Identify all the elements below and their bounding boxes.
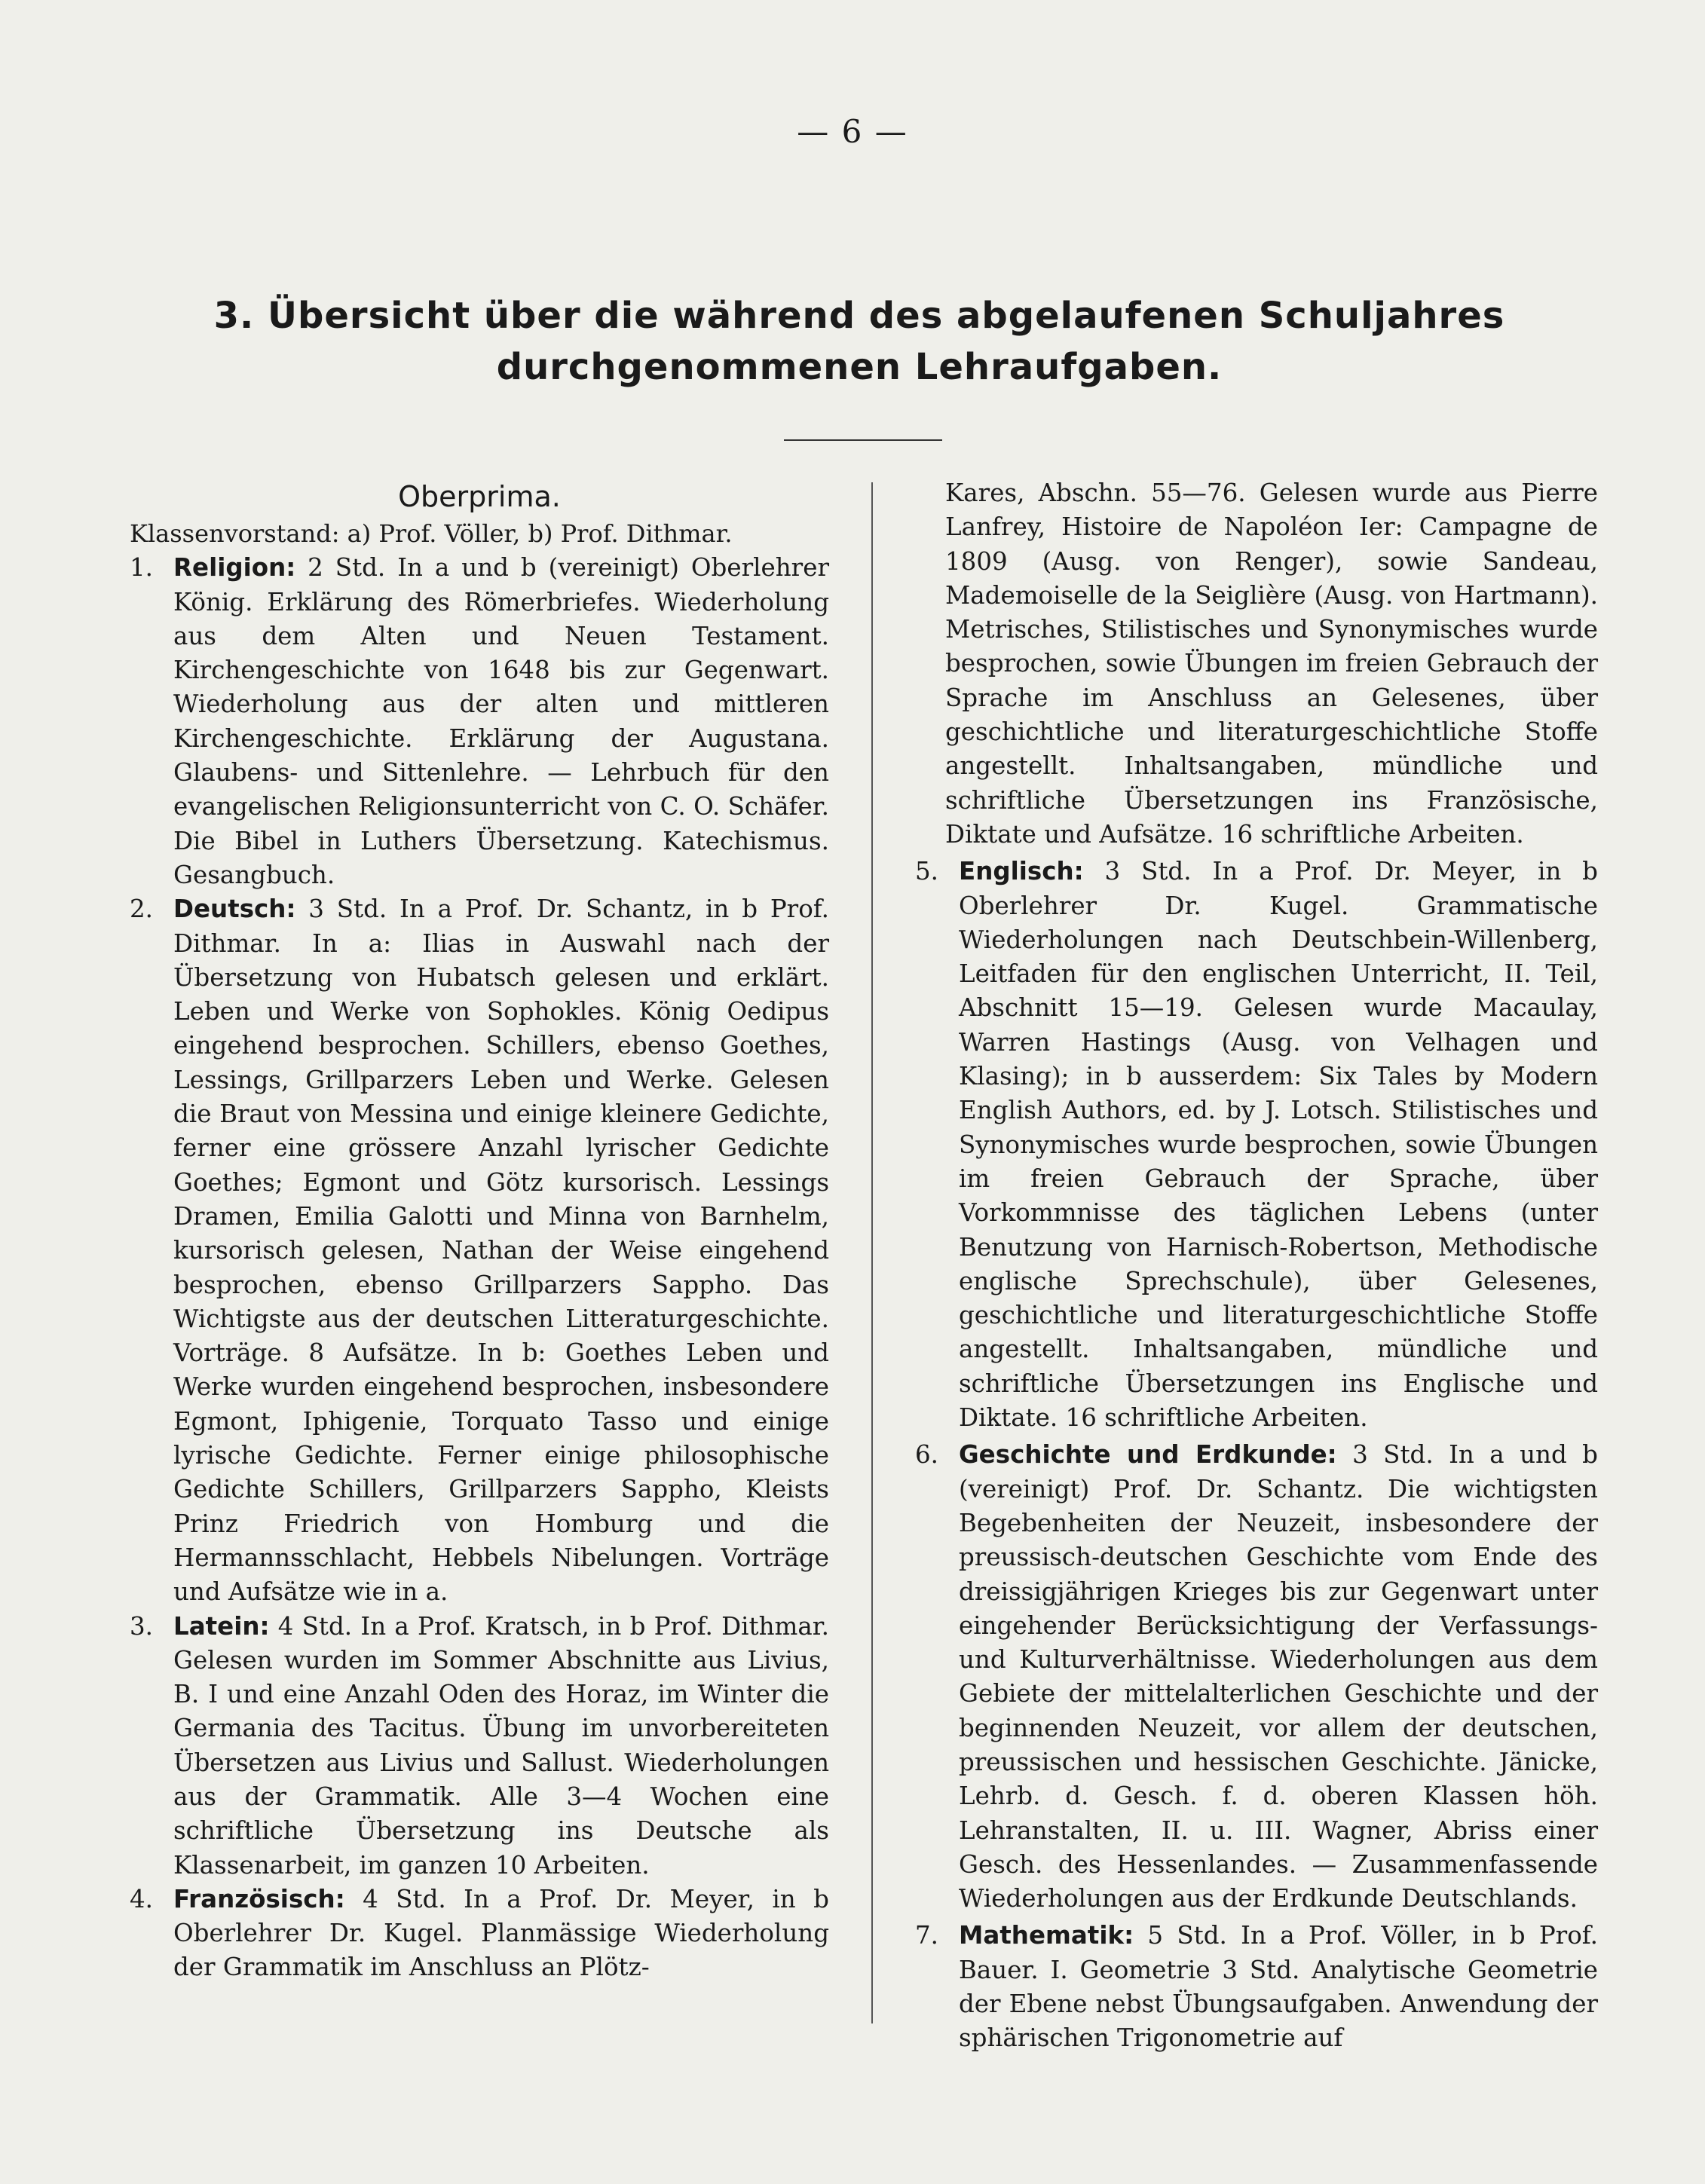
heading-rule <box>784 439 942 441</box>
subject-item-deutsch <box>130 892 829 1609</box>
section-title: Oberprima. <box>398 480 561 513</box>
subject-item-englisch <box>915 855 1598 1435</box>
left-column <box>130 476 829 1985</box>
item-number: 3. <box>130 1611 154 1641</box>
class-teacher: Klassenvorstand: a) Prof. Völler, b) Prof. Dithmar. <box>130 519 733 548</box>
subject-name: Mathematik: <box>959 1921 1134 1950</box>
subject-text: 4 Std. In a Prof. Kratsch, in b Prof. Dithmar. Gelesen wurden im Sommer Abschnitte aus Livius, B. I und eine Anzahl Oden des Horaz, im Winter die Germania des Tacitus. Übung im unvorbereiteten Übersetzen aus Livius und Sallust. Wiederholungen aus der Grammatik. Alle 3—4 Wochen eine schriftliche Übersetzung ins Deutsche als Klassenarbeit, im ganzen 10 Arbeiten. <box>173 1611 829 1880</box>
subject-item-franzoesisch <box>130 1883 829 1985</box>
page-heading <box>151 290 1568 393</box>
subject-text: 4 Std. In a Prof. Dr. Meyer, in b Oberlehrer Dr. Kugel. Planmässige Wiederholung der Grammatik im Anschluss an Plötz- <box>173 1884 829 1982</box>
item-number: 2. <box>130 895 154 924</box>
subject-text: 3 Std. In a Prof. Dr. Meyer, in b Oberlehrer Dr. Kugel. Grammatische Wiederholungen nach Deutschbein-Willenberg, Leitfaden für den englischen Unterricht, II. Teil, Abschnitt 15—19. Gelesen wurde Macaulay, Warren Hastings (Ausg. von Velhagen und Klasing); in b ausserdem: Six Tales by Modern English Authors, ed. by J. Lotsch. Stilistisches und Synonymisches wurde besprochen, sowie Übungen im freien Gebrauch der Sprache, über Vorkommnisse des täglichen Lebens (unter Benutzung von Harnisch-Robertson, Methodische englische Sprechschule), über Gelesenes, geschichtliche und literaturgeschichtliche Stoffe angestellt. Inhaltsangaben, mündliche und schriftliche Übersetzungen ins Englische und Diktate. 16 schriftliche Arbeiten. <box>959 857 1598 1433</box>
subject-name: Geschichte und Erdkunde: <box>959 1440 1337 1470</box>
column-divider <box>871 482 873 2023</box>
subject-item-geschichte <box>915 1438 1598 1916</box>
item-number: 7. <box>915 1921 939 1950</box>
subject-name: Englisch: <box>959 857 1084 886</box>
subject-text: 3 Std. In a und b (vereinigt) Prof. Dr. Schantz. Die wichtigsten Begebenheiten der Neuzeit, insbesondere der preussisch-deutschen Geschichte vom Ende des dreissigjährigen Krieges bis zur Gegenwart unter eingehender Berücksichtigung der Verfassungs- und Kulturverhältnisse. Wiederholungen aus dem Gebiete der mittelalterlichen Geschichte und der beginnenden Neuzeit, vor allem der deutschen, preussischen und hessischen Geschichte. Jänicke, Lehrb. d. Gesch. f. d. oberen Klassen höh. Lehranstalten, II. u. III. Wagner, Abriss einer Gesch. des Hessenlandes. — Zusammenfassende Wiederholungen aus der Erdkunde Deutschlands. <box>959 1440 1598 1913</box>
item-number: 1. <box>130 553 154 583</box>
page-number: — 6 — <box>797 113 908 150</box>
subject-item-mathematik <box>915 1919 1598 2055</box>
subject-item-religion <box>130 551 829 892</box>
subject-name: Religion: <box>173 553 296 583</box>
heading-line-2: durchgenommenen Lehraufgaben. <box>496 346 1223 388</box>
subject-name: Französisch: <box>173 1884 345 1913</box>
subject-text: 5 Std. In a Prof. Völler, in b Prof. Bauer. I. Geometrie 3 Std. Analytische Geometrie der Ebene nebst Übungsaufgaben. Anwendung der sphärischen Trigonometrie auf <box>959 1921 1598 2053</box>
item-number: 5. <box>915 857 939 886</box>
heading-line-1: 3. Übersicht über die während des abgelaufenen Schuljahres <box>213 295 1505 337</box>
subject-name: Latein: <box>173 1611 270 1641</box>
franzoesisch-continuation: Kares, Abschn. 55—76. Gelesen wurde aus Pierre Lanfrey, Histoire de Napoléon Ier: Campagne de 1809 (Ausg. von Renger), sowie Sandeau, Mademoiselle de la Seiglière (Ausg. von Hartmann). Metrisches, Stilistisches und Synonymisches wurde besprochen, sowie Übungen im freien Gebrauch der Sprache im Anschluss an Gelesenes, über geschichtliche und literaturgeschichtliche Stoffe angestellt. Inhaltsangaben, mündliche und schriftliche Übersetzungen ins Französische, Diktate und Aufsätze. 16 schriftliche Arbeiten. <box>945 479 1598 849</box>
right-column <box>915 476 1598 2056</box>
subject-name: Deutsch: <box>173 895 296 924</box>
subject-text: 3 Std. In a Prof. Dr. Schantz, in b Prof. Dithmar. In a: Ilias in Auswahl nach der Übersetzung von Hubatsch gelesen und erklärt. Leben und Werke von Sophokles. König Oedipus eingehend besprochen. Schillers, ebenso Goethes, Lessings, Grillparzers Leben und Werke. Gelesen die Braut von Messina und einige kleinere Gedichte, ferner eine grössere Anzahl lyrischer Gedichte Goethes; Egmont und Götz kursorisch. Lessings Dramen, Emilia Galotti und Minna von Barnhelm, kursorisch gelesen, Nathan der Weise eingehend besprochen, ebenso Grillparzers Sappho. Das Wichtigste aus der deutschen Litteraturgeschichte. Vorträge. 8 Aufsätze. In b: Goethes Leben und Werke wurden eingehend besprochen, insbesondere Egmont, Iphigenie, Torquato Tasso und einige lyrische Gedichte. Ferner einige philosophische Gedichte Schillers, Grillparzers Sappho, Kleists Prinz Friedrich von Homburg und die Hermannsschlacht, Hebbels Nibelungen. Vorträge und Aufsätze wie in a. <box>173 895 829 1607</box>
subject-item-latein <box>130 1610 829 1883</box>
subject-text: 2 Std. In a und b (vereinigt) Oberlehrer König. Erklärung des Römerbriefes. Wiederholung aus dem Alten und Neuen Testament. Kirchengeschichte von 1648 bis zur Gegenwart. Wiederholung aus der alten und mittleren Kirchengeschichte. Erklärung der Augustana. Glaubens- und Sittenlehre. — Lehrbuch für den evangelischen Religionsunterricht von C. O. Schäfer. Die Bibel in Luthers Übersetzung. Katechismus. Gesangbuch. <box>173 553 829 889</box>
item-number: 6. <box>915 1440 939 1470</box>
item-number: 4. <box>130 1884 154 1913</box>
